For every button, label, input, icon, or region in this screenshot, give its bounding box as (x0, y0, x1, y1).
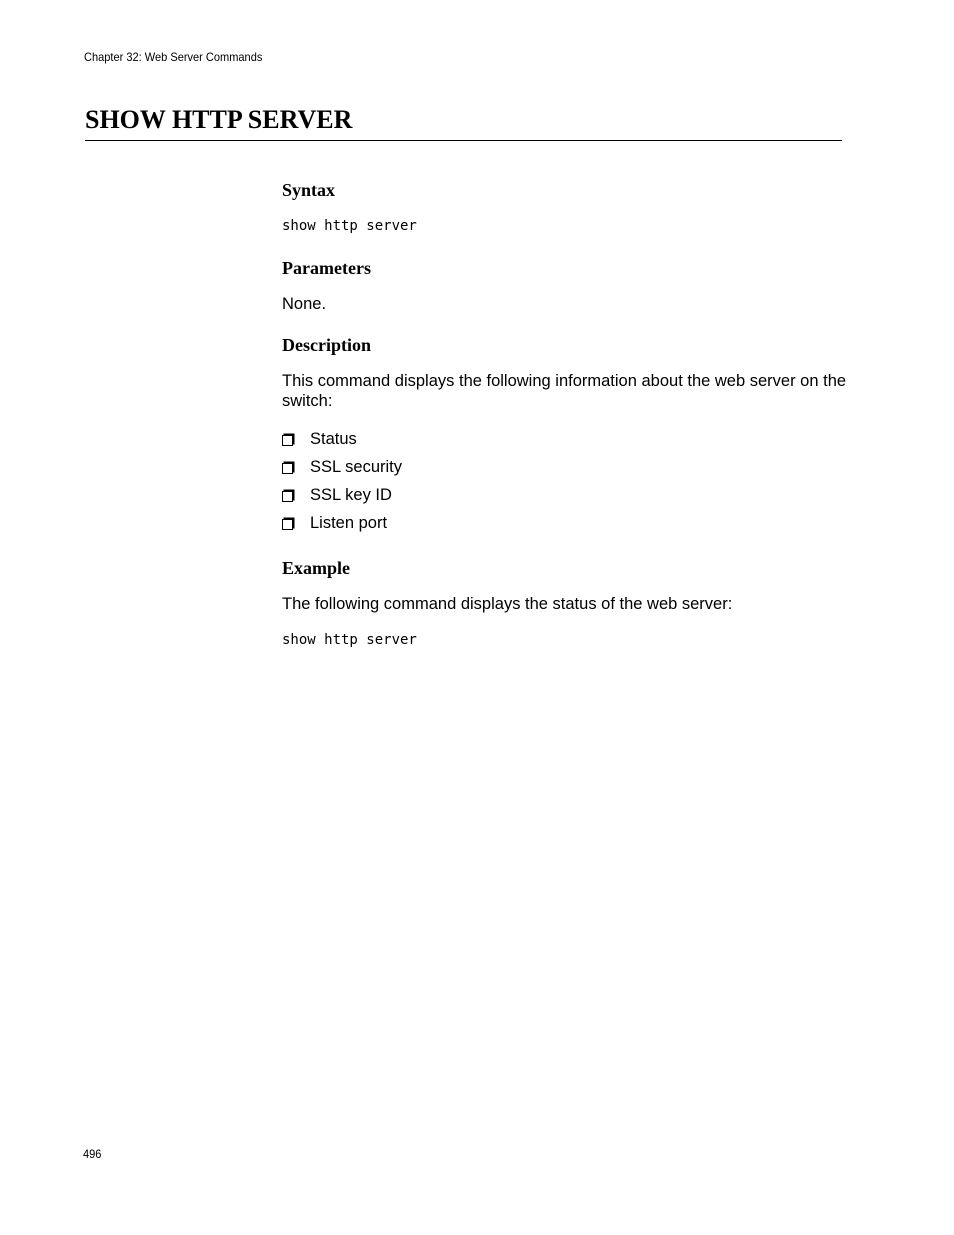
checkbox-bullet-icon (282, 463, 293, 474)
list-item (282, 457, 847, 477)
parameters-heading: Parameters (282, 258, 371, 278)
description-text: This command displays the following information about the web server on the switch: (282, 372, 847, 410)
list-item (282, 513, 847, 533)
list-item-label: Listen port (310, 514, 388, 532)
list-item (282, 429, 847, 449)
description-heading: Description (282, 335, 371, 355)
running-header: Chapter 32: Web Server Commands (84, 50, 263, 64)
page-title: SHOW HTTP SERVER (85, 104, 842, 141)
list-item (282, 485, 847, 505)
info-list (282, 429, 847, 533)
syntax-code: show http server (282, 218, 417, 234)
list-item-label: SSL key ID (310, 486, 392, 504)
list-item-label: Status (310, 430, 357, 448)
page-number: 496 (83, 1147, 102, 1161)
checkbox-bullet-icon (282, 491, 293, 502)
main-content (282, 178, 847, 650)
checkbox-bullet-icon (282, 519, 293, 530)
syntax-heading: Syntax (282, 180, 336, 200)
list-item-label: SSL security (310, 458, 403, 476)
example-text: The following command displays the status of the web server: (282, 595, 733, 613)
parameters-text: None. (282, 295, 327, 313)
example-code: show http server (282, 632, 417, 648)
example-heading: Example (282, 558, 351, 578)
checkbox-bullet-icon (282, 435, 293, 446)
